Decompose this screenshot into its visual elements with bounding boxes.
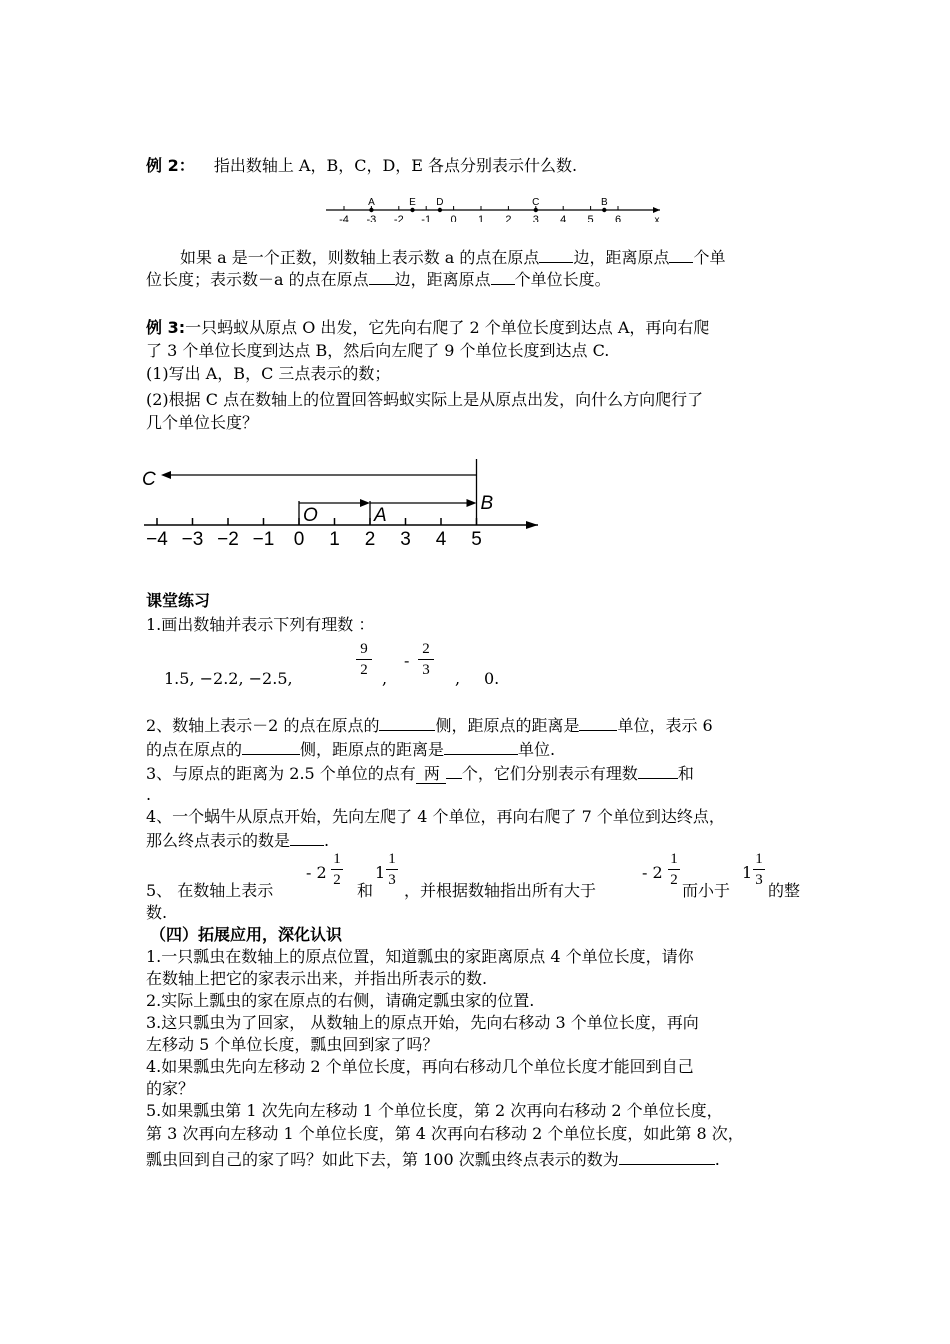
denominator: 2 [360,662,368,678]
text: . [714,1150,720,1169]
axis-arrow [526,521,538,529]
arrow-head [161,471,171,479]
example-3-line-2: 了 3 个单位长度到达点 B，然后向左爬了 9 个单位长度到达点 C. [146,341,610,360]
extension-1b: 在数轴上把它的家表示出来，并指出所表示的数. [146,969,488,988]
numerator: 1 [388,851,396,867]
denominator: 2 [670,872,678,888]
blank[interactable] [579,714,617,731]
fraction-bar [753,869,765,870]
axis-arrow [653,207,660,213]
mixed-number-whole: 1 [742,863,753,882]
blank[interactable] [444,738,518,755]
example-3-question-2b: 几个单位长度？ [146,413,259,432]
point-dot [602,208,606,212]
practice-heading: 课堂练习 [146,591,211,610]
example-3-line-1 [146,317,709,339]
comma: , [382,669,388,688]
text: 和 [677,764,694,783]
text: 2、数轴上表示－2 的点在原点的 [146,716,380,735]
text: 个，它们分别表示有理数 [461,764,638,783]
label-b: B [480,493,494,514]
tick-label: 0 [293,529,305,550]
tick-label: −2 [217,529,239,550]
example-3-question-1: (1)写出 A，B，C 三点表示的数； [146,364,391,383]
example-3-number-line [140,455,560,555]
arrow-head [360,499,370,507]
practice-5-middle: ，并根据数轴指出所有大于 [404,881,597,900]
text: 那么终点表示的数是 [146,831,291,850]
numerator: 1 [333,851,341,867]
denominator: 2 [333,872,341,888]
fraction-1-3 [386,850,398,889]
example-2-number-line [320,182,670,222]
label-o: O [303,505,318,526]
denominator: 3 [388,872,396,888]
extension-4b: 的家？ [146,1079,195,1098]
tick-label: −4 [146,529,168,550]
text: . [324,831,330,850]
practice-2-line-2 [146,738,555,761]
fraction-2-3 [418,640,434,679]
fill-text: 边，距离原点 [394,270,491,289]
extension-3a: 3.这只瓢虫为了回家， 从数轴上的原点开始，先向右移动 3 个单位长度，再向 [146,1013,699,1032]
less-than-word: 而小于 [682,881,731,900]
extension-3b: 左移动 5 个单位长度，瓢虫回到家了吗？ [146,1035,439,1054]
practice-5-line-2: 数. [146,903,168,922]
fill-text: 如果 a 是一个正数，则数轴上表示数 a 的点在原点 [180,248,540,267]
fraction-bar [356,659,372,660]
numerator: 1 [755,851,763,867]
comma: , [455,669,461,688]
text: 瓢虫回到自己的家了吗？如此下去，第 100 次瓢虫终点表示的数为 [146,1150,619,1169]
text: 3、与原点的距离为 2.5 个单位的点有 [146,764,416,783]
and-word: 和 [357,881,374,900]
tick-label: 2 [364,529,376,550]
extension-4a: 4.如果瓢虫先向左移动 2 个单位长度，再向右移动几个单位长度才能回到自己 [146,1057,694,1076]
extension-2: 2.实际上瓢虫的家在原点的右侧，请确定瓢虫家的位置. [146,991,535,1010]
tick-label: 0 [450,214,457,222]
blank[interactable] [669,246,693,263]
denominator: 3 [422,662,430,678]
blank[interactable] [290,829,324,846]
tick-label: 5 [587,214,594,222]
tick-label: 5 [471,529,482,550]
point-dot [438,208,442,212]
point-label: C [532,197,540,208]
practice-1: 1.画出数轴并表示下列有理数 ： [146,615,375,634]
fill-text: 个单位长度。 [514,270,611,289]
example-2-line [146,155,577,177]
tick-label: 4 [560,214,567,222]
tick-label: -3 [366,214,377,222]
tick-label: 3 [400,529,411,550]
fraction-bar [668,869,680,870]
tick-label: 3 [532,214,539,222]
zero: 0. [484,669,500,688]
tick-label: 2 [505,214,512,222]
practice-1-numbers: 1.5, −2.2, −2.5, [164,669,293,688]
example-3-label: 例 3: [146,318,186,337]
fraction-bar [386,869,398,870]
practice-5-start: 5、 在数轴上表示 [146,881,274,900]
fraction-1-2 [668,850,680,889]
point-dot [369,208,373,212]
blank[interactable] [369,268,395,285]
extension-5c [146,1148,720,1171]
extension-5a: 5.如果瓢虫第 1 次先向左移动 1 个单位长度，第 2 次再向右移动 2 个单位长度， [146,1101,723,1120]
fill-line-2 [146,268,611,291]
text: 侧，距原点的距离是 [300,740,445,759]
minus-sign: - [404,651,410,670]
tick-label: −3 [181,529,204,550]
blank[interactable] [379,714,435,731]
tick-label: −1 [252,529,275,550]
practice-4-line-2 [146,829,329,852]
text: 单位. [518,740,556,759]
tick-label: 1 [477,214,485,222]
tick-label: 6 [614,214,622,222]
blank[interactable] [491,268,515,285]
example-3-text: 一只蚂蚁从原点 O 出发，它先向右爬了 2 个单位长度到达点 A，再向右爬 [185,318,710,337]
extension-heading: （四）拓展应用，深化认识 [150,925,343,944]
point-label: D [436,197,444,208]
mixed-number-whole: 1 [375,863,386,882]
practice-2-line-1 [146,714,713,737]
tick-label: -4 [339,214,349,222]
fill-text: 边，距离原点 [573,248,670,267]
example-2-question: 指出数轴上 A，B，C，D，E 各点分别表示什么数. [213,156,578,175]
example-3-question-2a: (2)根据 C 点在数轴上的位置回答蚂蚁实际上是从原点出发，向什么方向爬行了 [146,390,704,409]
blank[interactable] [539,246,573,263]
fraction-1-3 [753,850,765,889]
tick-label: 1 [329,529,340,550]
numerator: 2 [422,641,430,657]
axis-x-label: x [654,215,660,222]
point-label: E [409,197,416,208]
extension-5b: 第 3 次再向左移动 1 个单位长度，第 4 次再向右移动 2 个单位长度，如此第 8 次， [146,1124,744,1143]
text: 的点在原点的 [146,740,243,759]
point-label: A [368,197,375,208]
fraction-bar [418,659,434,660]
blank[interactable] [619,1148,715,1165]
fill-text: 个单 [693,248,726,267]
fill-text: 位长度；表示数－a 的点在原点 [146,270,369,289]
numerator: 9 [360,641,368,657]
label-c: C [142,469,156,490]
fraction-1-2 [331,850,343,889]
fill-line-1 [180,246,725,269]
arrow-head [467,499,477,507]
fraction-9-2 [356,640,372,679]
tick-label: -2 [393,214,404,222]
mixed-number-whole: - 2 [642,863,663,882]
text: 单位，表示 6 [617,716,713,735]
extension-1a: 1.一只瓢虫在数轴上的原点位置，知道瓢虫的家距离原点 4 个单位长度，请你 [146,947,694,966]
answer-filled: 两 [416,765,446,784]
mixed-number-whole: - 2 [306,863,327,882]
denominator: 3 [755,872,763,888]
fraction-bar [331,869,343,870]
practice-3-period: . [146,785,152,804]
point-dot [410,208,414,212]
practice-4-line-1: 4、一个蜗牛从原点开始，先向左爬了 4 个单位，再向右爬了 7 个单位到达终点， [146,807,725,826]
tick-label: -1 [421,214,432,222]
tick-label: 4 [435,529,447,550]
numerator: 1 [670,851,678,867]
example-2-label: 例 2： [146,156,195,175]
practice-3-line [146,762,694,785]
point-dot [534,208,538,212]
point-label: B [600,197,608,208]
blank [446,762,462,779]
blank[interactable] [242,738,300,755]
practice-5-end: 的整 [768,881,801,900]
blank[interactable] [638,762,678,779]
text: 侧，距原点的距离是 [435,716,580,735]
label-a: A [374,505,387,526]
